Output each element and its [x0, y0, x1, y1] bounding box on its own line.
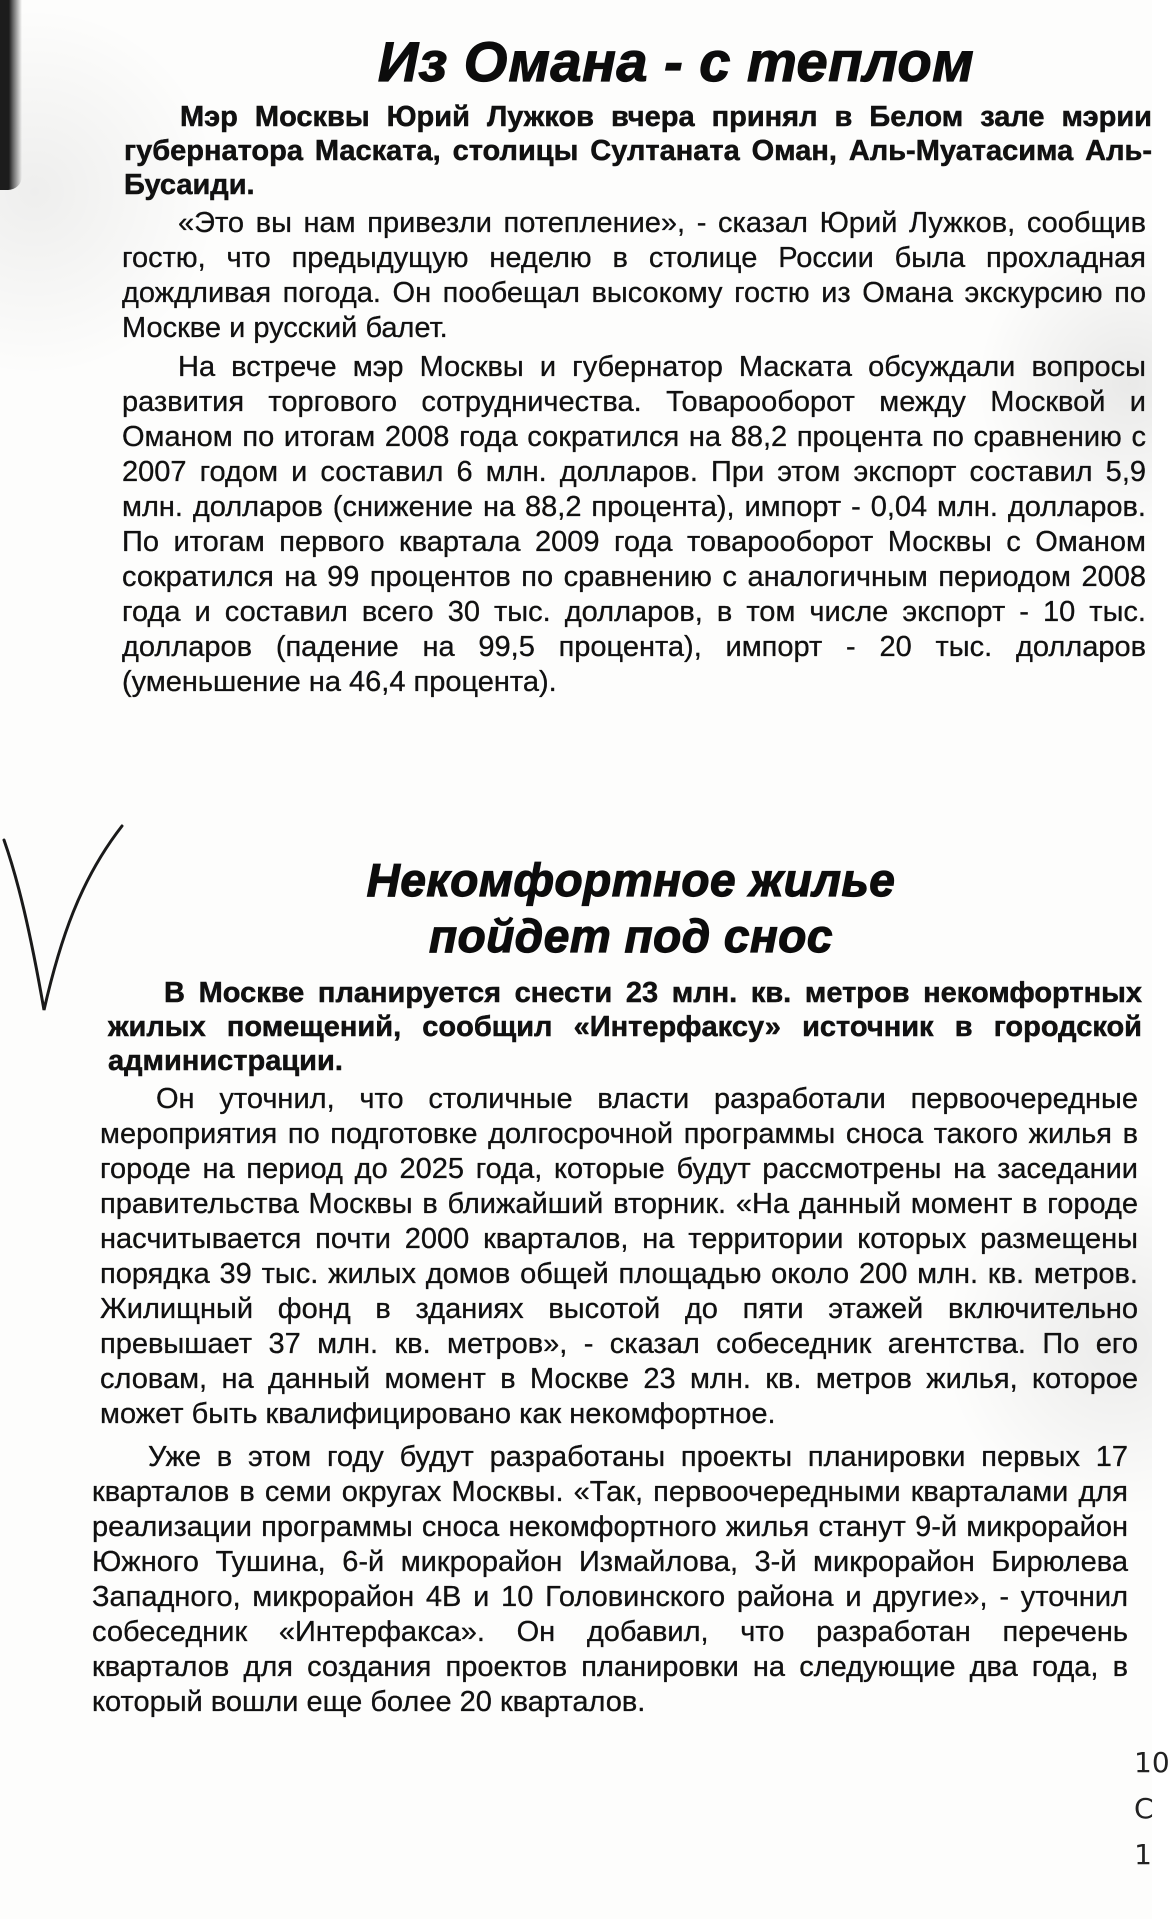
article-headline: Из Омана - с теплом [377, 30, 975, 93]
cropped-edge-text: 10 С 1 [1134, 1746, 1170, 1871]
article-paragraph: Уже в этом году будут разработаны проекты планировки первых 17 кварталов в семи округах Москвы. «Так, первоочередными кварталами для реализации программы сноса некомфортного жилья станут 9-й микрорайон Южного Тушина, 6-й микрорайон Измайлова, 3-й микрорайон Бирюлева Западного, микрорайон 4В и 10 Головинского района и другие», - уточнил собеседник «Интерфакса». Он добавил, что разработан перечень кварталов для создания проектов планировки на следующие два года, в который вошли еще более 20 кварталов. [92, 1441, 1128, 1718]
headline-line-1: Некомфортное жилье [366, 854, 896, 906]
article-housing-demolition [0, 852, 1152, 1720]
article-lead: В Москве планируется снести 23 млн. кв. метров некомфортных жилых помещений, сообщил «Интерфаксу» источник в городской администрации. [108, 977, 1142, 1077]
article-oman [0, 30, 1152, 700]
article-paragraph: «Это вы нам привезли потепление», - сказал Юрий Лужков, сообщив гостю, что предыдущую неделю в столице России была прохладная дождливая погода. Он пообещал высокому гостю из Омана экскурсию по Москве и русский балет. [122, 207, 1146, 344]
article-headline [0, 852, 1152, 964]
headline-line-2: пойдет под снос [429, 910, 833, 962]
article-paragraph: На встрече мэр Москвы и губернатор Маската обсуждали вопросы развития торгового сотрудничества. Товарооборот между Москвой и Оманом по итогам 2008 года сократился на 88,2 процента по сравнению с 2007 годом и составил 6 млн. долларов. При этом экспорт составил 5,9 млн. долларов (снижение на 88,2 процента), импорт - 0,04 млн. долларов. По итогам первого квартала 2009 года товарооборот Москвы с Оманом сократился на 99 процентов по сравнению с аналогичным периодом 2008 года и составил всего 30 тыс. долларов, в том числе экспорт - 10 тыс. долларов (падение на 99,5 процента), импорт - 20 тыс. долларов (уменьшение на 46,4 процента). [122, 351, 1146, 698]
article-lead: Мэр Москвы Юрий Лужков вчера принял в Белом зале мэрии губернатора Маската, столицы Султаната Оман, Аль-Муатасима Аль-Бусаиди. [124, 101, 1152, 201]
article-paragraph: Он уточнил, что столичные власти разработали первоочередные мероприятия по подготовке долгосрочной программы сноса такого жилья в городе на период до 2025 года, которые будут рассмотрены на заседании правительства Москвы в ближайший вторник. «На данный момент в городе насчитывается почти 2000 кварталов, на территории которых размещены порядка 39 тыс. жилых домов общей площадью около 200 млн. кв. метров. Жилищный фонд в зданиях высотой до пяти этажей включительно превышает 37 млн. кв. метров», - сказал собеседник агентства. По его словам, на данный момент в Москве 23 млн. кв. метров жилья, которое может быть квалифицировано как некомфортное. [100, 1083, 1138, 1430]
